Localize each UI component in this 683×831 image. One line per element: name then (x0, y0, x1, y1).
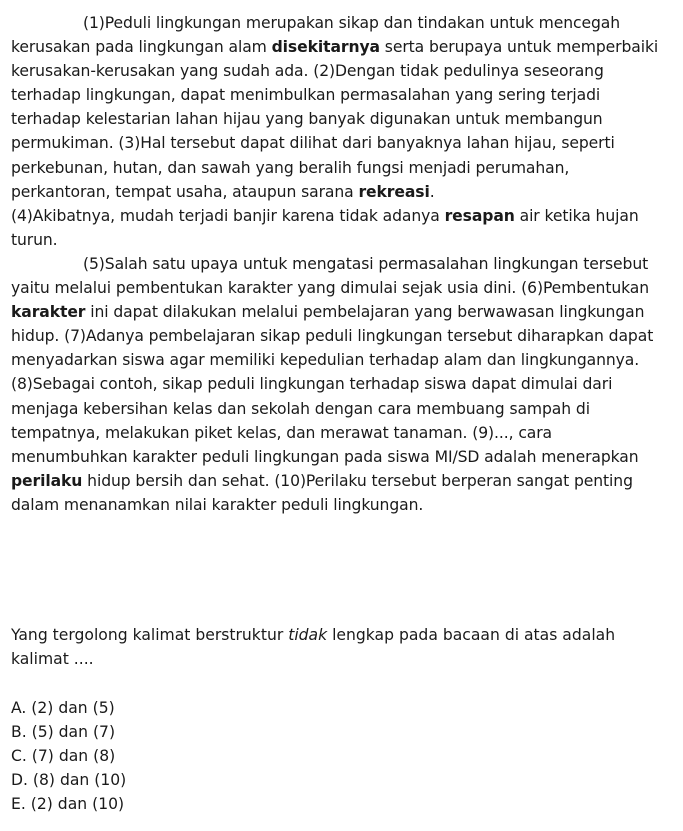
bold-word-karakter: karakter (11, 303, 86, 322)
question-text-1: Yang tergolong kalimat berstruktur (11, 626, 289, 644)
paragraph-1-text-5: air ketika hujan turun. (11, 206, 639, 249)
option-c[interactable]: C. (7) dan (8) (11, 747, 116, 765)
bold-word-perilaku: perilaku (11, 471, 83, 490)
bold-word-rekreasi: rekreasi (358, 182, 430, 201)
reading-passage (11, 11, 666, 517)
passage-paragraph-2 (11, 252, 666, 517)
option-e[interactable]: E. (2) dan (10) (11, 795, 125, 813)
paragraph-2-text-1: (5)Salah satu upaya untuk mengatasi permasalahan lingkungan tersebut yaitu melalui pembentukan karakter yang dimulai sejak usia dini. (6)Pembentukan (11, 254, 650, 298)
paragraph-1-text-3: . (429, 182, 435, 201)
option-a[interactable]: A. (2) dan (5) (11, 699, 115, 717)
paragraph-1-text-2: serta berupaya untuk memperbaiki kerusakan-kerusakan yang sudah ada. (2)Dengan tidak pedulinya seseorang terhadap lingkungan, dapat menimbulkan permasalahan yang sering terjadi terhadap kelestarian lahan hijau yang banyak digunakan untuk membangun permukiman. (3)Hal tersebut dapat dilihat dari banyaknya lahan hijau, seperti perkebunan, hutan, dan sawah yang beralih fungsi menjadi perumahan, perkantoran, tempat usaha, ataupun sarana (11, 38, 659, 201)
paragraph-2-text-2: ini dapat dilakukan melalui pembelajaran yang berwawasan lingkungan hidup. (7)Adanya pembelajaran sikap peduli lingkungan tersebut diharapkan dapat menyadarkan siswa agar memiliki kepedulian terhadap alam dan lingkungannya. (8)Sebagai contoh, sikap peduli lingkungan terhadap siswa dapat dimulai dari menjaga kebersihan kelas dan sekolah dengan cara membuang sampah di tempatnya, melakukan piket kelas, dan merawat tanaman. (9)..., cara menumbuhkan karakter peduli lingkungan pada siswa MI/SD adalah menerapkan (11, 303, 654, 466)
bold-word-resapan: resapan (444, 206, 515, 225)
bold-word-disekitarnya: disekitarnya (271, 38, 380, 57)
italic-word-tidak: tidak (288, 626, 328, 644)
passage-paragraph-1 (11, 11, 666, 204)
option-b[interactable]: B. (5) dan (7) (11, 723, 116, 741)
question-text (11, 623, 666, 671)
paragraph-1-text-4: (4)Akibatnya, mudah terjadi banjir karena tidak adanya (11, 206, 445, 225)
paragraph-2-text-3: hidup bersih dan sehat. (10)Perilaku tersebut berperan sangat penting dalam menanamkan nilai karakter peduli lingkungan. (11, 471, 633, 514)
option-d[interactable]: D. (8) dan (10) (11, 771, 127, 789)
passage-paragraph-1-continued (11, 204, 666, 252)
question-text-2: lengkap pada bacaan di atas adalah kalimat .... (11, 626, 616, 669)
paragraph-1-text-1: (1)Peduli lingkungan merupakan sikap dan tindakan untuk mencegah kerusakan pada lingkungan alam (11, 14, 621, 57)
answer-options (11, 696, 311, 816)
